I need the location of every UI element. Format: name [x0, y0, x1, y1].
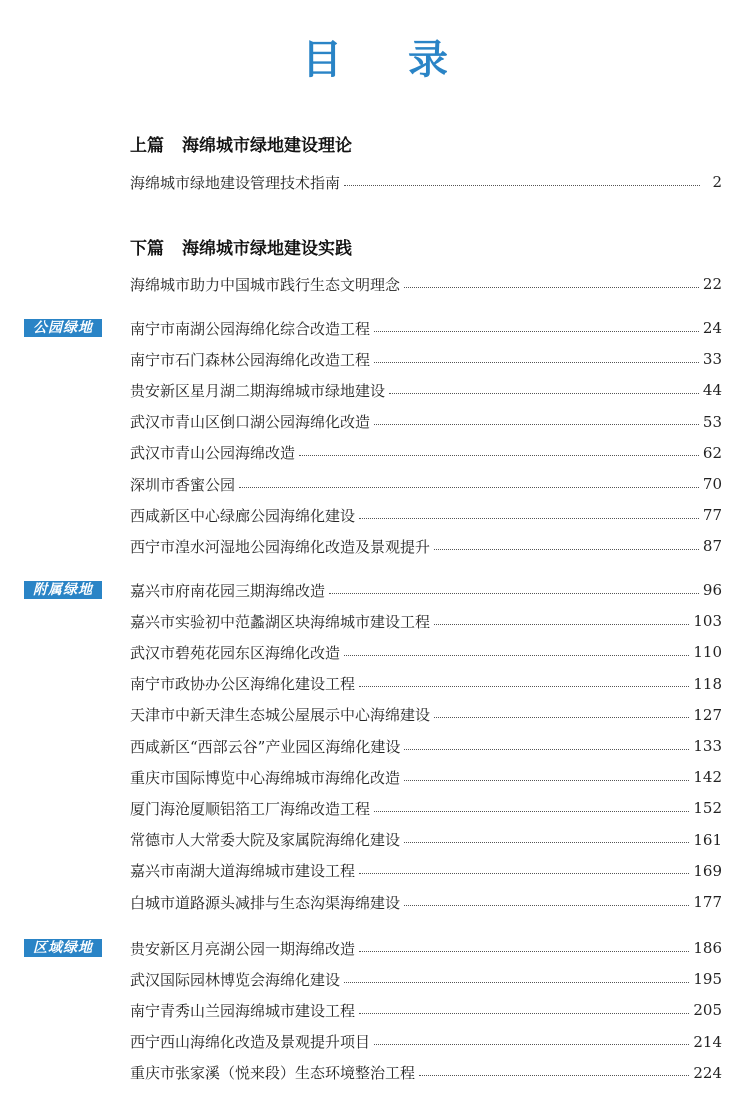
- toc-entry-page: 118: [693, 674, 722, 693]
- toc-entry[interactable]: [130, 1061, 722, 1085]
- toc-entry[interactable]: [130, 578, 722, 602]
- leader-dots: [404, 749, 689, 750]
- leader-dots: [434, 549, 699, 550]
- leader-dots: [374, 811, 689, 812]
- toc-entry-title: 西宁西山海绵化改造及景观提升项目: [130, 1033, 371, 1052]
- toc-entry-page: 177: [693, 893, 722, 911]
- toc-entry-title: 西宁市湟水河湿地公园海绵化改造及景观提升: [130, 537, 431, 556]
- leader-dots: [404, 780, 689, 781]
- leader-dots: [434, 717, 689, 718]
- toc-entry[interactable]: [130, 503, 722, 527]
- toc-entry[interactable]: [130, 272, 722, 296]
- part-heading-text: 海绵城市绿地建设理论: [182, 136, 352, 156]
- leader-dots: [374, 424, 699, 425]
- toc-entry-title: 海绵城市绿地建设管理技术指南: [130, 173, 341, 192]
- toc-entry-page: 33: [702, 350, 722, 369]
- toc-entry-page: 214: [693, 1032, 722, 1051]
- toc-entry-page: 44: [702, 381, 722, 400]
- toc-entry-page: 142: [693, 768, 722, 787]
- toc-entry-title: 武汉市青山区倒口湖公园海绵化改造: [130, 413, 371, 432]
- toc-entry-title: 贵安新区月亮湖公园一期海绵改造: [130, 939, 356, 958]
- toc-entry[interactable]: [130, 316, 722, 340]
- leader-dots: [299, 455, 699, 456]
- leader-dots: [404, 842, 689, 843]
- leader-dots: [344, 982, 689, 983]
- toc-entry-page: 53: [702, 412, 722, 431]
- toc-entry[interactable]: [130, 534, 722, 558]
- leader-dots: [359, 873, 689, 874]
- leader-dots: [374, 1044, 689, 1045]
- section-badge: 公园绿地: [24, 319, 102, 337]
- toc-entry-title: 天津市中新天津生态城公屋展示中心海绵建设: [130, 706, 431, 725]
- leader-dots: [359, 1013, 689, 1014]
- toc-entry[interactable]: [130, 609, 722, 633]
- toc-entry-title: 厦门海沧厦顺铝箔工厂海绵改造工程: [130, 799, 371, 818]
- toc-entry[interactable]: [130, 170, 722, 194]
- toc-entry[interactable]: [130, 347, 722, 371]
- leader-dots: [419, 1075, 689, 1076]
- part-label: 上篇: [130, 136, 164, 156]
- toc-entry-page: 2: [712, 173, 722, 191]
- part-heading-text: 海绵城市绿地建设实践: [182, 239, 352, 259]
- toc-entry[interactable]: [130, 967, 722, 991]
- toc-entry[interactable]: [130, 410, 722, 434]
- toc-entry-title: 武汉市青山公园海绵改造: [130, 444, 296, 463]
- toc-entry-page: 161: [693, 830, 722, 849]
- toc-entry[interactable]: [130, 703, 722, 727]
- part-label: 下篇: [130, 239, 164, 259]
- section-badge: 附属绿地: [24, 581, 102, 599]
- toc-entry-page: 224: [693, 1063, 722, 1082]
- toc-entry-page: 96: [702, 581, 722, 599]
- toc-entry[interactable]: [130, 828, 722, 852]
- toc-entry-title: 南宁市南湖公园海绵化综合改造工程: [130, 319, 371, 338]
- leader-dots: [239, 487, 699, 488]
- toc-entry[interactable]: [130, 378, 722, 402]
- toc-entry-page: 110: [693, 643, 722, 662]
- part-heading-upper: [130, 131, 352, 156]
- leader-dots: [344, 185, 700, 186]
- leader-dots: [434, 624, 689, 625]
- toc-entry-title: 深圳市香蜜公园: [130, 475, 236, 494]
- toc-entry-title: 武汉市碧苑花园东区海绵化改造: [130, 643, 341, 662]
- leader-dots: [374, 362, 699, 363]
- toc-entry-title: 海绵城市助力中国城市践行生态文明理念: [130, 275, 401, 294]
- leader-dots: [359, 686, 689, 687]
- toc-entry[interactable]: [130, 859, 722, 883]
- toc-entry-page: 205: [693, 1001, 722, 1020]
- toc-entry-page: 169: [693, 861, 722, 880]
- section-badge: 区域绿地: [24, 939, 102, 957]
- leader-dots: [344, 655, 689, 656]
- toc-entry-page: 24: [702, 319, 722, 337]
- toc-entry-title: 嘉兴市南湖大道海绵城市建设工程: [130, 862, 356, 881]
- toc-entry-page: 127: [693, 705, 722, 724]
- toc-entry-title: 南宁市政协办公区海绵化建设工程: [130, 675, 356, 694]
- toc-entry-title: 南宁青秀山兰园海绵城市建设工程: [130, 1001, 356, 1020]
- toc-entry-title: 西咸新区中心绿廊公园海绵化建设: [130, 506, 356, 525]
- toc-entry-title: 重庆市国际博览中心海绵城市海绵化改造: [130, 768, 401, 787]
- toc-entry-page: 77: [702, 506, 722, 525]
- toc-entry-page: 152: [693, 799, 722, 818]
- page-title: 目 录: [302, 37, 474, 83]
- toc-entry[interactable]: [130, 936, 722, 960]
- toc-entry-page: 103: [693, 612, 722, 631]
- toc-entry[interactable]: [130, 734, 722, 758]
- toc-entry[interactable]: [130, 441, 722, 465]
- toc-entry-page: 195: [693, 970, 722, 989]
- toc-entry-page: 87: [702, 537, 722, 556]
- leader-dots: [404, 905, 689, 906]
- toc-entry[interactable]: [130, 796, 722, 820]
- toc-entry-title: 贵安新区星月湖二期海绵城市绿地建设: [130, 381, 386, 400]
- toc-entry[interactable]: [130, 765, 722, 789]
- toc-entry[interactable]: [130, 998, 722, 1022]
- toc-entry-page: 186: [693, 939, 722, 957]
- toc-entry[interactable]: [130, 640, 722, 664]
- toc-entry[interactable]: [130, 1030, 722, 1054]
- toc-entry-page: 133: [693, 737, 722, 755]
- leader-dots: [329, 593, 699, 594]
- toc-entry-title: 白城市道路源头减排与生态沟渠海绵建设: [130, 893, 401, 912]
- part-heading-lower: [130, 234, 352, 259]
- toc-entry-title: 嘉兴市府南花园三期海绵改造: [130, 581, 326, 600]
- toc-entry[interactable]: [130, 472, 722, 496]
- toc-entry-title: 武汉国际园林博览会海绵化建设: [130, 970, 341, 989]
- leader-dots: [389, 393, 699, 394]
- toc-entry-title: 嘉兴市实验初中范蠡湖区块海绵城市建设工程: [130, 612, 431, 631]
- toc-entry-title: 重庆市张家溪（悦来段）生态环境整治工程: [130, 1064, 416, 1083]
- toc-entry[interactable]: [130, 890, 722, 914]
- toc-entry-page: 62: [702, 443, 722, 462]
- toc-entry-page: 70: [702, 475, 722, 493]
- toc-entry-title: 常德市人大常委大院及家属院海绵化建设: [130, 831, 401, 850]
- toc-entry-title: 西咸新区“西部云谷”产业园区海绵化建设: [130, 737, 401, 756]
- leader-dots: [359, 951, 689, 952]
- toc-entry-page: 22: [702, 275, 722, 293]
- toc-entry[interactable]: [130, 672, 722, 696]
- leader-dots: [359, 518, 699, 519]
- toc-entry-title: 南宁市石门森林公园海绵化改造工程: [130, 350, 371, 369]
- leader-dots: [404, 287, 699, 288]
- leader-dots: [374, 331, 699, 332]
